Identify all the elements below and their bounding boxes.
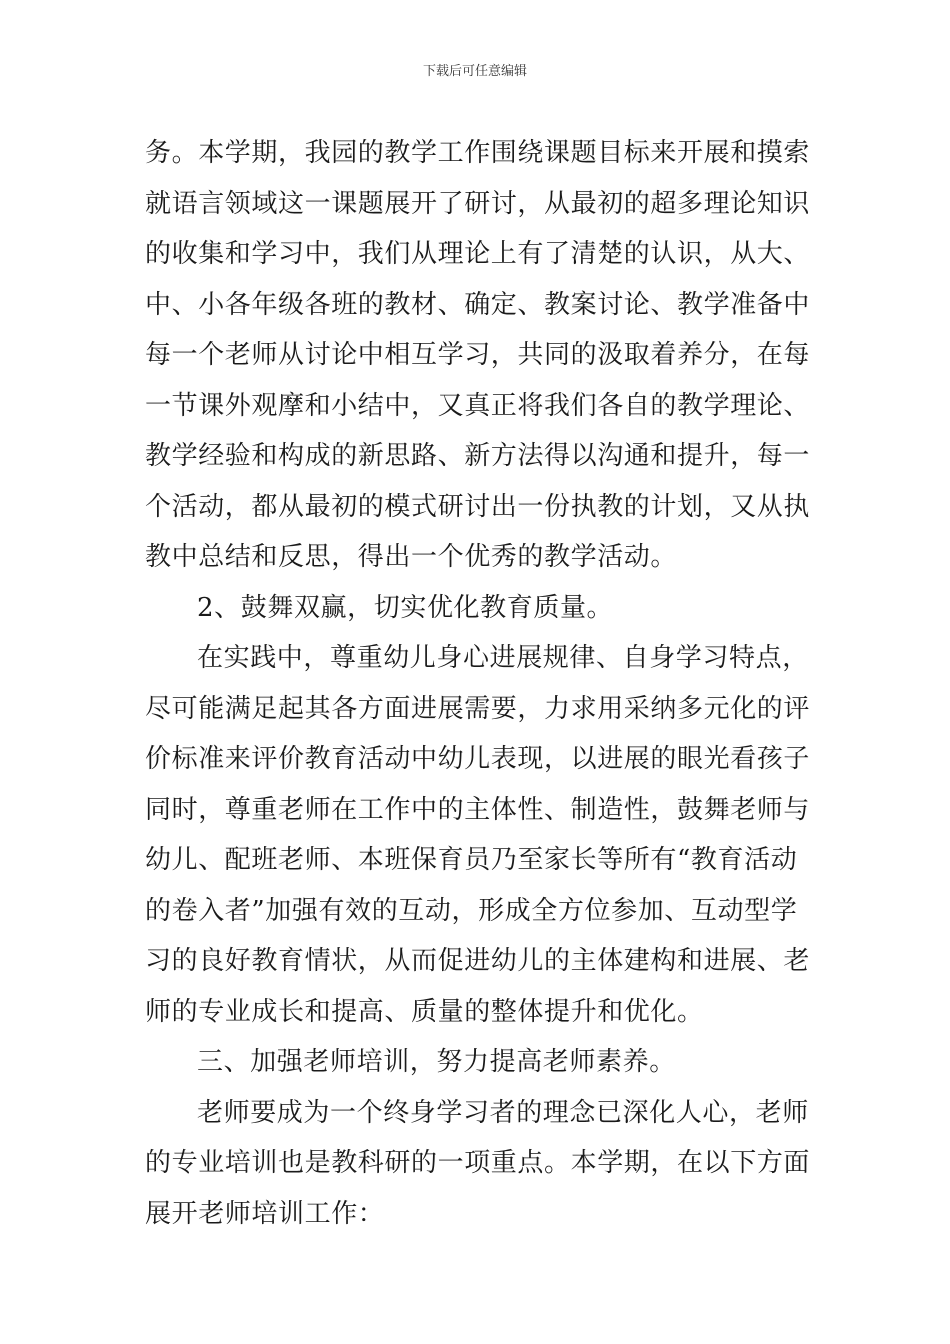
section-heading: 三、加强老师培训，努力提高老师素养。 (197, 1047, 676, 1077)
text-line: 师的专业成长和提高、质量的整体提升和优化。 (145, 996, 704, 1027)
text-line: 的专业培训也是教科研的一项重点。本学期，在以下方面 (145, 1148, 811, 1178)
paragraph-start: 老师要成为一个终身学习者的理念已深化人心，老师 (197, 1097, 809, 1128)
document-body (145, 128, 815, 1239)
text-line: 的卷入者”加强有效的互动，形成全方位参加、互动型学 (145, 895, 798, 926)
text-line: 务。本学期，我园的教学工作围绕课题目标来开展和摸索 (145, 138, 811, 168)
text-line: 教学经验和构成的新思路、新方法得以沟通和提升，每一 (145, 441, 811, 471)
text-line: 中、小各年级各班的教材、确定、教案讨论、教学准备中 (145, 289, 811, 320)
text-line: 一节课外观摩和小结中，又真正将我们各自的教学理论、 (145, 390, 811, 421)
text-line: 尽可能满足起其各方面进展需要，力求用采纳多元化的评 (145, 693, 811, 724)
text-line: 展开老师培训工作： (145, 1198, 385, 1229)
text-line: 每一个老师从讨论中相互学习，共同的汲取着养分，在每 (145, 340, 811, 370)
text-line: 价标准来评价教育活动中幼儿表现，以进展的眼光看孩子 (145, 744, 811, 774)
text-line: 同时，尊重老师在工作中的主体性、制造性，鼓舞老师与 (145, 794, 811, 825)
text-line: 个活动，都从最初的模式研讨出一份执教的计划，又从执 (145, 491, 811, 522)
text-line: 的收集和学习中，我们从理论上有了清楚的认识，从大、 (145, 239, 811, 269)
text-line: 就语言领域这一课题展开了研讨，从最初的超多理论知识 (145, 188, 811, 219)
text-line: 教中总结和反思，得出一个优秀的教学活动。 (145, 542, 678, 572)
text-line: 习的良好教育情状，从而促进幼儿的主体建构和进展、老 (145, 946, 811, 976)
page-header: 下载后可任意编辑 (422, 64, 527, 79)
paragraph-start: 在实践中，尊重幼儿身心进展规律、自身学习特点， (197, 643, 809, 673)
section-heading: 2、鼓舞双赢，切实优化教育质量。 (197, 592, 614, 623)
text-line: 幼儿、配班老师、本班保育员乃至家长等所有“教育活动 (145, 845, 798, 875)
